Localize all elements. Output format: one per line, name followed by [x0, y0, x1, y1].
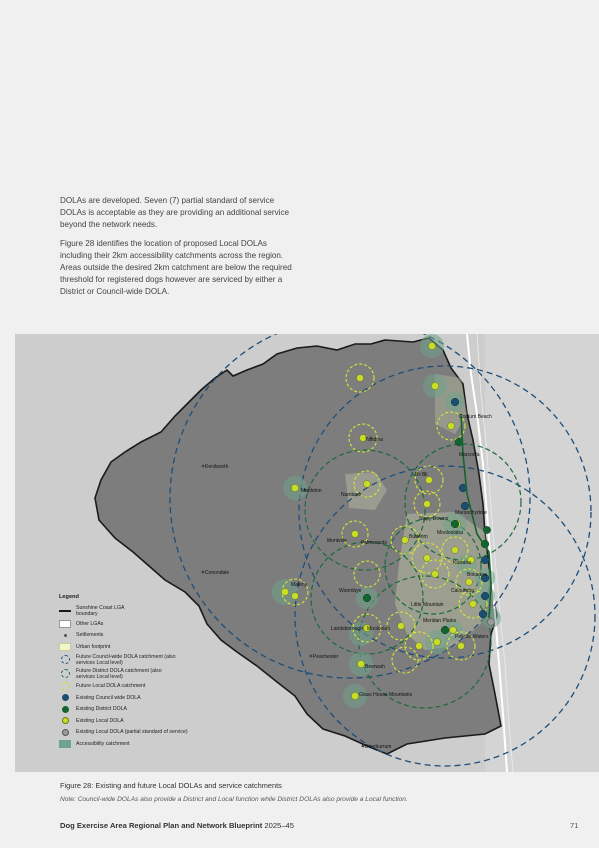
place-label: Caloundra: [451, 588, 475, 594]
place-label: Maleny: [291, 582, 308, 588]
legend-label: Existing Council wide DOLA: [76, 694, 141, 701]
legend-label: Existing District DOLA: [76, 706, 128, 713]
council-wide-dola-point: [461, 502, 469, 510]
local-dola-point: [352, 531, 359, 538]
legend-item-accessibility-catchment: [59, 738, 229, 750]
place-label: Sippy Downs: [419, 516, 449, 522]
place-label: Nambour: [341, 492, 362, 498]
place-label: Beerburrum: [365, 744, 392, 750]
district-dola-point: [441, 626, 449, 634]
local-dola-point: [292, 593, 299, 600]
dashed-ring-icon: [59, 656, 71, 664]
local-dola-point: [351, 692, 358, 699]
place-label: Conondale: [205, 570, 230, 576]
legend-item-partial-local-dola: [59, 727, 229, 739]
legend-item-other-lgas: [59, 618, 229, 630]
settlement-dot: [310, 655, 313, 658]
local-dola-point: [281, 588, 288, 595]
local-dola-point: [470, 601, 477, 608]
legend-item-district-catchment: [59, 667, 229, 681]
place-label: Mapleton: [301, 488, 322, 494]
figure-note: Note: Council-wide DOLAs also provide a District and Local function while District DOLAs also provide a Local function.: [60, 796, 408, 803]
legend-label: Settlements: [76, 632, 104, 639]
legend-label: Existing Local DOLA: [76, 717, 124, 724]
box-icon: [59, 740, 71, 748]
local-dola-point: [448, 423, 455, 430]
place-label: Peachester: [313, 654, 339, 660]
footer-title: [60, 821, 294, 830]
legend-item-council-wide-dola: [59, 692, 229, 704]
place-label: Pelican Waters: [455, 634, 489, 640]
place-label: Bokarina: [467, 572, 487, 578]
council-wide-dola-point: [481, 556, 489, 564]
local-dola-point: [458, 643, 465, 650]
place-label: Buderim: [409, 534, 428, 540]
legend-item-settlements: [59, 630, 229, 642]
local-dola-point: [357, 375, 364, 382]
legend-title: Legend: [59, 594, 79, 600]
map-legend: [59, 594, 229, 750]
legend-item-council-wide-catchment: [59, 653, 229, 667]
place-label: Landsborough: [331, 626, 363, 632]
dot-icon: [59, 694, 71, 702]
dola-map: [15, 334, 599, 772]
footer-title-years: 2025–45: [262, 821, 294, 830]
place-label: Glass House Mountains: [359, 692, 413, 698]
place-label: Woombye: [339, 588, 362, 594]
legend-item-urban-footprint: [59, 641, 229, 653]
legend-item-district-dola: [59, 704, 229, 716]
local-dola-point: [424, 501, 431, 508]
place-label: Maroochydore: [455, 510, 487, 516]
settlement-dot: [362, 745, 365, 748]
place-label: Beerwah: [365, 664, 385, 670]
legend-label: Existing Local DOLA (partial standard of service): [76, 729, 188, 736]
figure-caption: Figure 28: Existing and future Local DOLAs and service catchments: [60, 781, 282, 790]
legend-item-lga-boundary: [59, 604, 229, 618]
local-dola-point: [432, 571, 439, 578]
partial-standard-dola-point: [488, 619, 495, 626]
local-dola-point: [402, 537, 409, 544]
place-label: Mooloolaba: [437, 530, 463, 536]
dot-icon: [59, 728, 71, 736]
body-paragraph-2: Figure 28 identifies the location of proposed Local DOLAs including their 2km accessibility catchments across the region. Areas outside the desired 2km catchment are below the required threshold for registered dogs however are serviced by either a District or Council-wide DOLA.: [60, 238, 292, 297]
local-dola-point: [357, 660, 364, 667]
page-number: 71: [570, 821, 579, 830]
body-paragraph-1: DOLAs are developed. Seven (7) partial standard of service DOLAs is acceptable as they are providing an additional service beyond the network needs.: [60, 196, 290, 230]
local-dola-point: [398, 623, 405, 630]
place-label: Meridan Plains: [423, 618, 457, 624]
small-dot-icon: [59, 631, 71, 639]
local-dola-point: [450, 627, 457, 634]
box-icon: [59, 643, 71, 651]
place-label: Kenilworth: [205, 464, 229, 470]
dashed-ring-icon: [59, 670, 71, 678]
place-label: Montville: [327, 538, 347, 544]
district-dola-point: [451, 520, 459, 528]
local-dola-point: [416, 643, 423, 650]
legend-label: Future Local DOLA catchment: [76, 683, 146, 690]
local-dola-point: [434, 639, 441, 646]
legend-label: Urban footprint: [76, 643, 111, 650]
legend-label: Future Council-wide DOLA catchment (also services Local level): [76, 653, 176, 666]
place-label: Kawana: [453, 560, 472, 566]
dot-icon: [59, 717, 71, 725]
local-dola-point: [452, 547, 459, 554]
council-wide-dola-point: [481, 592, 489, 600]
local-dola-point: [424, 555, 431, 562]
legend-label: Other LGAs: [76, 620, 104, 627]
local-dola-point: [291, 484, 298, 491]
dot-icon: [59, 705, 71, 713]
legend-label: Sunshine Coast LGA boundary: [76, 605, 125, 617]
dashed-ring-icon: [59, 682, 71, 690]
place-label: Little Mountain: [411, 602, 444, 608]
council-wide-dola-point: [451, 398, 459, 406]
district-dola-point: [363, 594, 371, 602]
box-icon: [59, 620, 71, 628]
place-label: Palmwoods: [361, 540, 387, 546]
local-dola-point: [466, 579, 473, 586]
place-label: Mooloolah: [367, 626, 391, 632]
legend-label: Accessibility catchment: [76, 740, 130, 747]
council-wide-dola-point: [479, 610, 487, 618]
settlement-dot: [202, 571, 205, 574]
place-label: Marcoola: [459, 452, 480, 458]
legend-item-local-catchment: [59, 681, 229, 693]
place-label: Yandina: [365, 437, 383, 443]
place-label: Coolum Beach: [459, 414, 492, 420]
legend-label: Future District DOLA catchment (also services Local level): [76, 667, 162, 680]
local-dola-point: [431, 382, 438, 389]
body-text: [60, 195, 300, 305]
district-dola-point: [483, 526, 490, 533]
line-icon: [59, 607, 71, 615]
legend-item-local-dola: [59, 715, 229, 727]
local-dola-point: [428, 342, 435, 349]
local-dola-point: [364, 481, 371, 488]
settlement-dot: [202, 465, 205, 468]
place-label: Bli Bli: [415, 472, 428, 478]
footer-title-main: Dog Exercise Area Regional Plan and Network Blueprint: [60, 821, 263, 830]
